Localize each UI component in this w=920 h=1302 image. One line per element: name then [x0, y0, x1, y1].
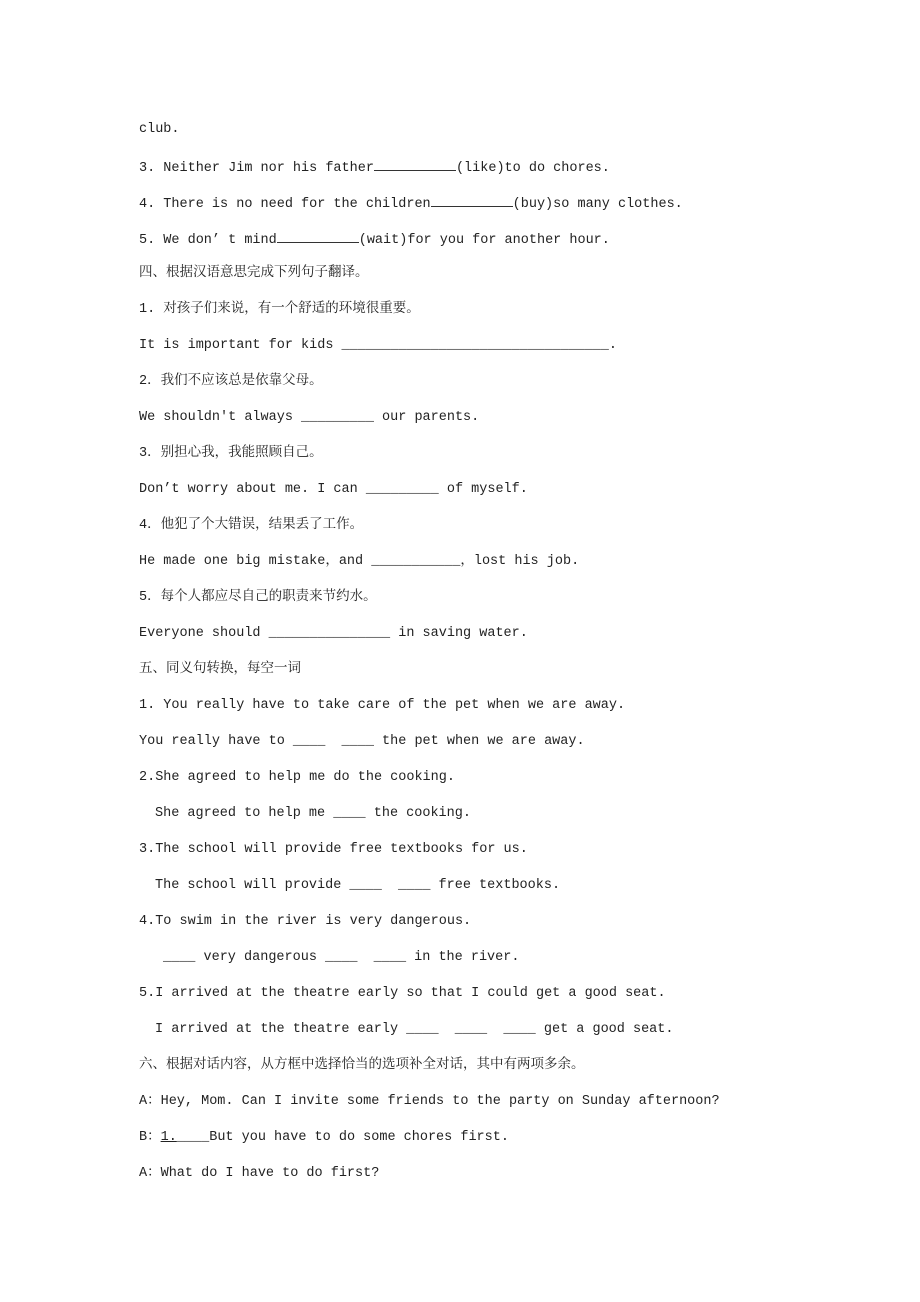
- text-line: [139, 804, 720, 840]
- line-text: 4. There is no need for the children: [139, 197, 431, 212]
- text-line: [139, 372, 720, 408]
- line-text: The school will provide ____ ____ free textbooks.: [155, 878, 561, 893]
- line-text: He made one big mistake，and ___________，lost his job.: [139, 554, 580, 569]
- line-text: 六、根据对话内容，从方框中选择恰当的选项补全对话，其中有两项多余。: [139, 1058, 585, 1073]
- line-text: (wait)for you for another hour.: [358, 233, 610, 248]
- line-text: 2.She agreed to help me do the cooking.: [139, 770, 455, 785]
- line-text: (buy)so many clothes.: [512, 197, 683, 212]
- text-line: [139, 768, 720, 804]
- text-line: [139, 552, 720, 588]
- text-line: [139, 1092, 720, 1128]
- text-line: [139, 1020, 720, 1056]
- line-text: 3．别担心我，我能照顾自己。: [139, 446, 323, 461]
- text-line: [139, 660, 720, 696]
- text-line: [139, 624, 720, 660]
- text-line: [139, 840, 720, 876]
- text-line: [139, 516, 720, 552]
- line-text: 3. Neither Jim nor his father: [139, 161, 374, 176]
- text-line: [139, 300, 720, 336]
- text-line: [139, 1128, 720, 1164]
- text-line: [139, 336, 720, 372]
- answer-blank[interactable]: [277, 228, 359, 243]
- line-text: (like)to do chores.: [455, 161, 610, 176]
- text-line: [139, 264, 720, 300]
- text-line: [139, 948, 720, 984]
- line-text: 3.The school will provide free textbooks for us.: [139, 842, 528, 857]
- line-text: A：What do I have to do first?: [139, 1166, 380, 1181]
- text-line: [139, 876, 720, 912]
- line-text: 4．他犯了个大错误，结果丢了工作。: [139, 518, 364, 533]
- line-text: 五、同义句转换，每空一词: [139, 662, 301, 677]
- text-line: [139, 228, 720, 264]
- question-number: 1.: [160, 1130, 177, 1145]
- line-text: It is important for kids _________________________________.: [139, 338, 617, 353]
- answer-blank[interactable]: [431, 192, 513, 207]
- document-body: [139, 120, 720, 1200]
- line-text: We shouldn't always _________ our parents.: [139, 410, 480, 425]
- text-line: [139, 480, 720, 516]
- line-text: I arrived at the theatre early ____ ____ ____ get a good seat.: [155, 1022, 674, 1037]
- text-line: [139, 120, 720, 156]
- text-line: [139, 1056, 720, 1092]
- text-line: [139, 984, 720, 1020]
- text-line: [139, 444, 720, 480]
- line-text: 1. 对孩子们来说，有一个舒适的环境很重要。: [139, 302, 420, 317]
- line-text: ____But you have to do some chores first.: [176, 1130, 509, 1145]
- line-text: A：Hey, Mom. Can I invite some friends to the party on Sunday afternoon?: [139, 1094, 720, 1109]
- text-line: [139, 696, 720, 732]
- line-text: 5. We don’ t mind: [139, 233, 277, 248]
- line-text: 1. You really have to take care of the pet when we are away.: [139, 698, 626, 713]
- line-text: 四、根据汉语意思完成下列句子翻译。: [139, 266, 369, 281]
- line-text: 4.To swim in the river is very dangerous.: [139, 914, 472, 929]
- line-text: She agreed to help me ____ the cooking.: [155, 806, 471, 821]
- text-line: [139, 156, 720, 192]
- text-line: [139, 912, 720, 948]
- line-text: club.: [139, 122, 180, 137]
- text-line: [139, 408, 720, 444]
- text-line: [139, 1164, 720, 1200]
- line-text: 5.I arrived at the theatre early so that I could get a good seat.: [139, 986, 666, 1001]
- line-text: 2．我们不应该总是依靠父母。: [139, 374, 323, 389]
- line-text: ____ very dangerous ____ ____ in the river.: [163, 950, 520, 965]
- text-line: [139, 192, 720, 228]
- line-text: B：: [139, 1130, 161, 1145]
- answer-blank[interactable]: [374, 156, 456, 171]
- line-text: Everyone should _______________ in saving water.: [139, 626, 528, 641]
- line-text: 5．每个人都应尽自己的职责来节约水。: [139, 590, 377, 605]
- line-text: Don’t worry about me. I can _________ of myself.: [139, 482, 528, 497]
- text-line: [139, 732, 720, 768]
- line-text: You really have to ____ ____ the pet when we are away.: [139, 734, 585, 749]
- text-line: [139, 588, 720, 624]
